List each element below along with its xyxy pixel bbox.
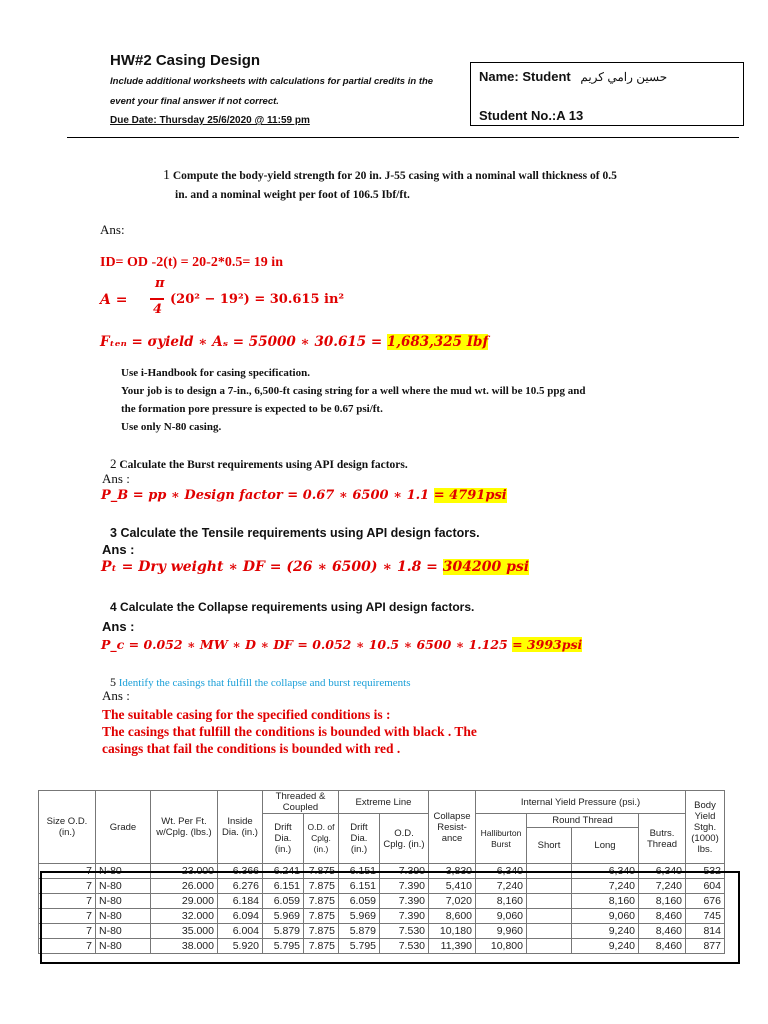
table-cell: 7,240 [572, 879, 639, 894]
col-body-yield: Body Yield Stgh. (1000) lbs. [686, 791, 725, 864]
table-cell: 745 [686, 909, 725, 924]
table-cell: 32.000 [151, 909, 218, 924]
table-cell: 6,340 [639, 864, 686, 879]
table-cell: 6.184 [218, 894, 263, 909]
table-cell: 7.530 [380, 939, 429, 954]
student-number: Student No.:A 13 [479, 108, 584, 123]
q5-ans-label: Ans : [102, 688, 130, 703]
q3-text: 3 Calculate the Tensile requirements using API design factors. [110, 526, 480, 540]
table-cell: N-80 [96, 864, 151, 879]
name-label: Name: Student [479, 69, 571, 84]
q3-result: 304200 psi [442, 559, 530, 575]
header-divider [67, 137, 739, 138]
table-cell: 5.795 [263, 939, 304, 954]
table-cell: 3,830 [429, 864, 476, 879]
col-drift: Drift Dia. (in.) [263, 814, 304, 864]
table-cell: 7 [39, 924, 96, 939]
table-cell: 8,600 [429, 909, 476, 924]
table-cell: 29.000 [151, 894, 218, 909]
q2-text: 2 Calculate the Burst requirements using API design factors. [110, 456, 408, 471]
table-cell: 6.004 [218, 924, 263, 939]
table-cell: N-80 [96, 939, 151, 954]
q4-eq: P_c = 0.052 ∗ MW ∗ D ∗ DF = 0.052 ∗ 10.5 ∗ 6500 ∗ 1.125 = 3993psi [101, 637, 583, 652]
table-cell: 7.875 [304, 909, 339, 924]
table-cell: 8,460 [639, 909, 686, 924]
q1-fraction-bar [150, 298, 164, 300]
table-cell: 8,460 [639, 939, 686, 954]
fulfilling-casings-outline [40, 871, 740, 964]
table-cell: 6.151 [263, 879, 304, 894]
table-cell: 7,240 [639, 879, 686, 894]
table-cell: 7.875 [304, 924, 339, 939]
col-threaded-coupled: Threaded & Coupled [263, 791, 339, 814]
table-cell: 6.059 [339, 894, 380, 909]
table-cell: 7.390 [380, 894, 429, 909]
q1-area-lhs: A = [100, 292, 128, 308]
table-cell: 9,960 [476, 924, 527, 939]
col-weight: Wt. Per Ft. w/Cplg. (lbs.) [151, 791, 218, 864]
table-cell: 6.151 [339, 879, 380, 894]
table-cell: 35.000 [151, 924, 218, 939]
q5-line3: casings that fail the conditions is bounded with red . [102, 741, 401, 756]
col-grade: Grade [96, 791, 151, 864]
q4-result: = 3993psi [512, 637, 583, 652]
table-cell: 6.276 [218, 879, 263, 894]
q3-eq: Pₜ = Dry weight ∗ DF = (26 ∗ 6500) ∗ 1.8 = 304200 psi [101, 559, 530, 575]
q4-text: 4 Calculate the Collapse requirements using API design factors. [110, 600, 475, 614]
q2-ans-label: Ans : [102, 471, 130, 486]
q1-force-result: 1,683,325 Ibf [386, 334, 489, 350]
spec-line2: Your job is to design a 7-in., 6,500-ft casing string for a well where the mud wt. will be 10.5 ppg and [121, 385, 586, 397]
table-cell: 5.920 [218, 939, 263, 954]
table-cell: 7.875 [304, 864, 339, 879]
instructions-line2: event your final answer if not correct. [110, 96, 279, 107]
table-cell: 7 [39, 864, 96, 879]
table-cell: 7.530 [380, 924, 429, 939]
table-cell: 9,240 [572, 924, 639, 939]
table-cell: 5.879 [339, 924, 380, 939]
table-cell: N-80 [96, 924, 151, 939]
col-round-thread: Round Thread [527, 814, 639, 828]
table-cell: 604 [686, 879, 725, 894]
q1-area-four: 4 [153, 302, 163, 317]
q1-area-rhs: (20² − 19²) = 30.615 in² [170, 292, 345, 307]
q1-inner-diameter: ID= OD -2(t) = 20-2*0.5= 19 in [100, 255, 283, 270]
col-inside-dia: Inside Dia. (in.) [218, 791, 263, 864]
q5-line1: The suitable casing for the specified conditions is : [102, 707, 391, 722]
doc-title: HW#2 Casing Design [110, 52, 261, 69]
instructions-line1: Include additional worksheets with calculations for partial credits in the [110, 76, 434, 87]
q3-ans-label: Ans : [102, 542, 135, 557]
table-cell: 7.875 [304, 894, 339, 909]
table-cell: 7 [39, 879, 96, 894]
student-name [479, 69, 667, 84]
q2-eq: P_B = pp ∗ Design factor = 0.67 ∗ 6500 ∗ 1.1 = 4791psi [101, 488, 507, 503]
due-date: Due Date: Thursday 25/6/2020 @ 11:59 pm [110, 115, 310, 126]
table-cell: N-80 [96, 909, 151, 924]
table-cell: 11,390 [429, 939, 476, 954]
table-cell: 23.000 [151, 864, 218, 879]
col-short: Short [527, 828, 572, 864]
table-cell: N-80 [96, 894, 151, 909]
table-cell: 7,020 [429, 894, 476, 909]
table-cell: 9,060 [572, 909, 639, 924]
table-cell: 7.390 [380, 909, 429, 924]
q1-force-eq: Fₜₑₙ = σyield ∗ Aₛ = 55000 ∗ 30.615 = 1,683,325 Ibf [100, 334, 489, 350]
table-cell: 6.151 [339, 864, 380, 879]
table-cell: 6,340 [572, 864, 639, 879]
table-cell: 5.879 [263, 924, 304, 939]
table-cell: 10,800 [476, 939, 527, 954]
name-arabic: حسين رامي كريم [580, 70, 668, 84]
q5-text: 5 Identify the casings that fulfill the collapse and burst requirements [110, 675, 411, 689]
q4-ans-label: Ans : [102, 619, 135, 634]
table-cell: 5,410 [429, 879, 476, 894]
col-size: Size O.D. (in.) [39, 791, 96, 864]
col-halliburton: Halliburton Burst [476, 814, 527, 864]
table-cell: 7.390 [380, 864, 429, 879]
table-cell: 8,160 [639, 894, 686, 909]
table-cell: 6.094 [218, 909, 263, 924]
student-info-box [470, 62, 744, 126]
table-cell: 26.000 [151, 879, 218, 894]
table-cell: 6.366 [218, 864, 263, 879]
col-drift-2: Drift Dia. (in.) [339, 814, 380, 864]
table-cell: 7 [39, 909, 96, 924]
table-cell: 7 [39, 894, 96, 909]
col-internal-yield: Internal Yield Pressure (psi.) [476, 791, 686, 814]
table-cell: N-80 [96, 879, 151, 894]
table-cell: 877 [686, 939, 725, 954]
table-cell: 38.000 [151, 939, 218, 954]
col-extreme-line: Extreme Line [339, 791, 429, 814]
table-cell: 8,460 [639, 924, 686, 939]
table-cell: 6.241 [263, 864, 304, 879]
table-cell: 7.875 [304, 879, 339, 894]
spec-line4: Use only N-80 casing. [121, 421, 222, 433]
table-cell: 676 [686, 894, 725, 909]
table-cell: 6.059 [263, 894, 304, 909]
table-cell: 7,240 [476, 879, 527, 894]
table-cell: 814 [686, 924, 725, 939]
q5-line2: The casings that fulfill the conditions is bounded with black . The [102, 724, 477, 739]
table-cell: 8,160 [572, 894, 639, 909]
table-cell: 5.795 [339, 939, 380, 954]
table-cell: 7.875 [304, 939, 339, 954]
q1-ans-label: Ans: [100, 222, 125, 237]
col-buttress: Butrs. Thread [639, 814, 686, 864]
table-cell: 9,240 [572, 939, 639, 954]
spec-line1: Use i-Handbook for casing specification. [121, 367, 310, 379]
q1-area-pi: π [155, 276, 165, 291]
q1-line2: in. and a nominal weight per foot of 106.5 Ibf/ft. [175, 189, 410, 201]
col-long: Long [572, 828, 639, 864]
table-cell: 5.969 [263, 909, 304, 924]
spec-line3: the formation pore pressure is expected to be 0.67 psi/ft. [121, 403, 383, 415]
table-cell: 7 [39, 939, 96, 954]
col-collapse: Collapse Resist- ance [429, 791, 476, 864]
q2-result: = 4791psi [433, 488, 507, 503]
col-od-cplg: O.D. of Cplg. (in.) [304, 814, 339, 864]
table-cell: 5.969 [339, 909, 380, 924]
table-cell: 9,060 [476, 909, 527, 924]
table-cell: 7.390 [380, 879, 429, 894]
table-cell: 6,340 [476, 864, 527, 879]
table-cell: 10,180 [429, 924, 476, 939]
table-cell: 8,160 [476, 894, 527, 909]
col-od-cplg-2: O.D. Cplg. (in.) [380, 814, 429, 864]
table-cell: 532 [686, 864, 725, 879]
q1-line1: 1 Compute the body-yield strength for 20 in. J-55 casing with a nominal wall thickness of 0.5 [163, 168, 617, 183]
